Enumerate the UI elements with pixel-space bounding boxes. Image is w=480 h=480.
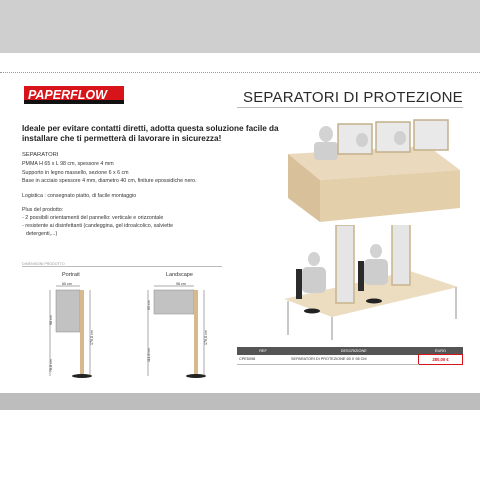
- top-gray-band: [0, 0, 480, 53]
- bottom-gray-band: [0, 393, 480, 410]
- product-table: [237, 347, 463, 365]
- spec-line-1: PMMA H 65 x L 98 cm, spessore 4 mm: [22, 161, 114, 167]
- headline: Ideale per evitare contatti diretti, adotta questa soluzione facile da installare che ti permetterà di lavorare in sicurezza!: [22, 124, 279, 143]
- portrait-panel-height: 98 cm: [49, 315, 53, 325]
- diagram-section-label: DIMENSIONI PRODOTTO: [22, 262, 65, 266]
- header-euro: EURO: [419, 347, 463, 355]
- landscape-total-height: 176,8 cm: [204, 330, 208, 345]
- header-description: DESCRIZIONE: [289, 347, 419, 355]
- diagram-rule: [22, 266, 222, 267]
- top-dotted-rule: [0, 72, 480, 73]
- table-row: [237, 355, 463, 365]
- landscape-width-value: 98 cm: [176, 282, 186, 286]
- title-underline: [237, 107, 463, 108]
- cell-price: 280,00 €: [419, 355, 463, 365]
- logo-text: PAPERFLOW: [28, 88, 107, 102]
- portrait-width-value: 65 cm: [62, 282, 72, 286]
- portrait-label: Portrait: [62, 272, 80, 278]
- header-ref: REF: [237, 347, 289, 355]
- spec-line-3: Base in acciaio spessore 4 mm, diametro 40 cm, finiture epossidiche nero.: [22, 178, 197, 184]
- plus-item-3: detergenti,...): [26, 231, 58, 237]
- desk-illustration: [280, 225, 466, 340]
- plus-item-2: - resistente ai disinfettanti (candeggina, gel idroalcolico, salviette: [22, 223, 174, 229]
- landscape-panel-height: 65 cm: [147, 300, 151, 310]
- portrait-total-height: 176,8 cm: [90, 330, 94, 345]
- spec-line-2: Supporto in legno massello, sezione 6 x 6 cm: [22, 170, 129, 176]
- paperflow-logo: [24, 86, 124, 104]
- cell-description: SEPARATORI DI PROTEZIONE 65 X 98 CM: [289, 355, 419, 365]
- landscape-base-height: 111,8 cm: [147, 347, 151, 362]
- spec-heading: SEPARATORI: [22, 152, 59, 158]
- page-title: SEPARATORI DI PROTEZIONE: [243, 89, 463, 106]
- portrait-base-height: 78,8 cm: [49, 359, 53, 372]
- plus-item-1: - 2 possibili orientamenti del pannello: verticale e orizzontale: [22, 215, 164, 221]
- plus-heading: Plus del prodotto:: [22, 207, 64, 213]
- cell-ref: CPE5098: [237, 355, 289, 365]
- counter-illustration: [278, 118, 468, 222]
- landscape-label: Landscape: [166, 272, 193, 278]
- dimension-diagrams: [40, 278, 220, 382]
- table-header-row: [237, 347, 463, 355]
- logistics-text: Logistica : consegnato piatto, di facile montaggio: [22, 193, 137, 199]
